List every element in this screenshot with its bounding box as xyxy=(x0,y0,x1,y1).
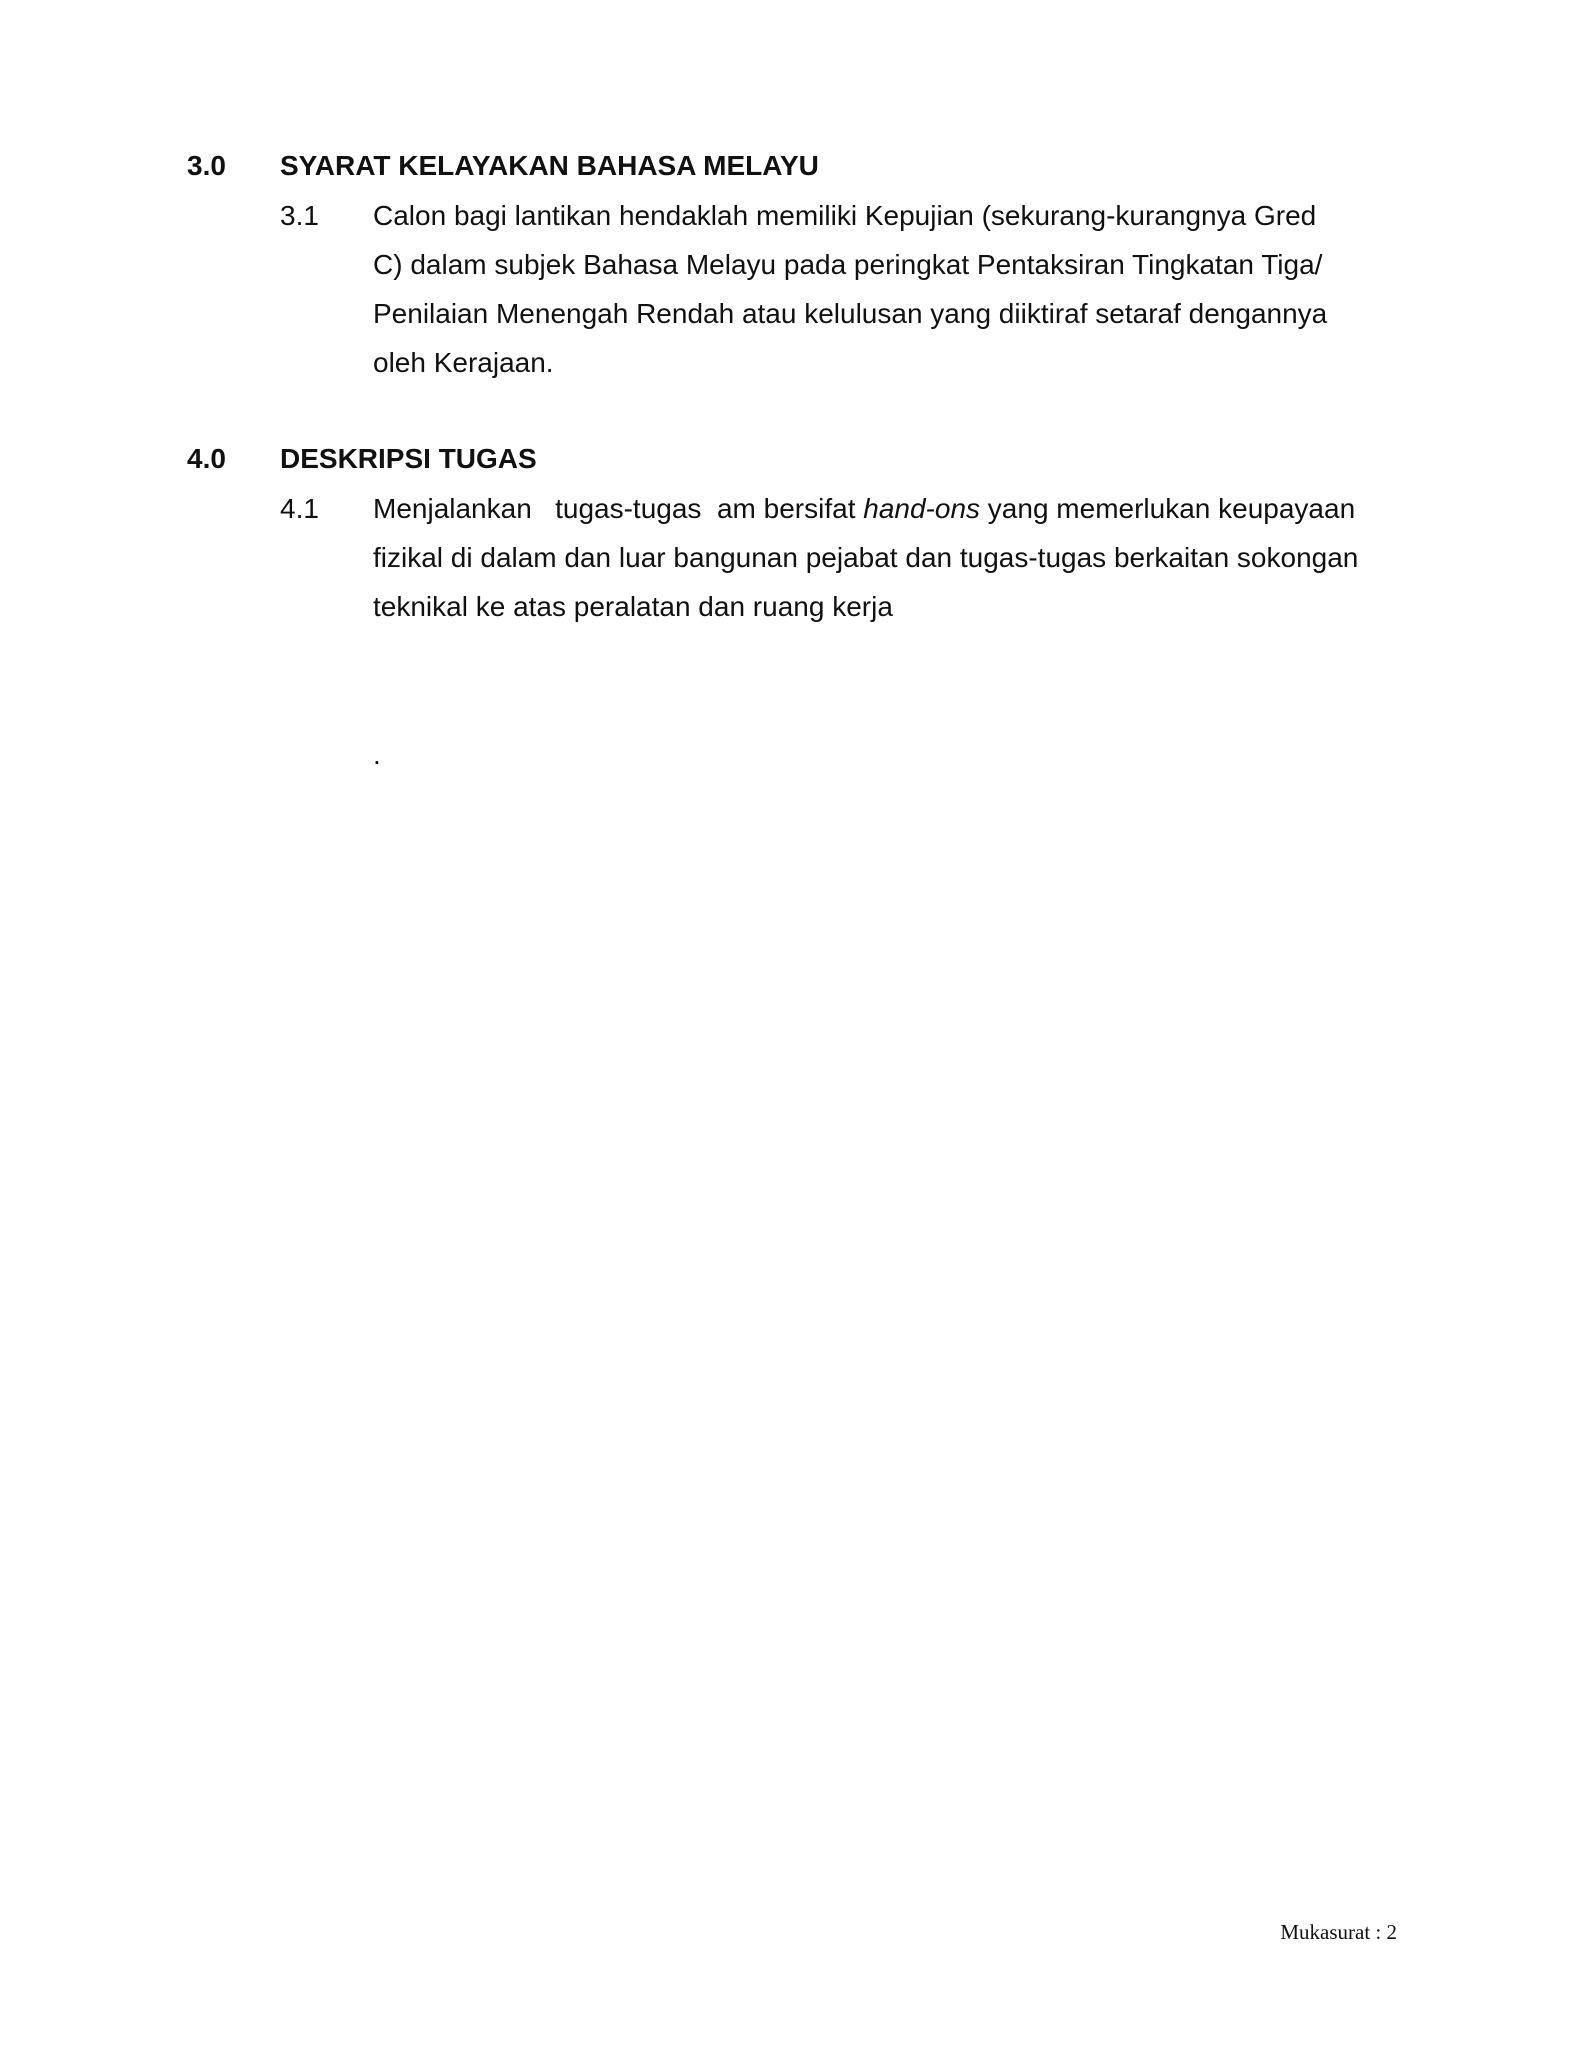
item-text-line: Calon bagi lantikan hendaklah memiliki Kepujian (sekurang-kurangnya Gred xyxy=(373,200,1317,231)
item-text-fragment: yang memerlukan keupayaan xyxy=(980,493,1356,524)
item-text-line: teknikal ke atas peralatan dan ruang kerja xyxy=(373,591,893,622)
item-number: 3.1 xyxy=(280,200,319,231)
item-text-fragment: Menjalankan tugas-tugas am bersifat xyxy=(373,493,864,524)
item-number: 4.1 xyxy=(280,493,319,524)
section-heading-4 xyxy=(0,442,1583,476)
section-number: 3.0 xyxy=(187,150,226,181)
item-text-line xyxy=(373,492,1355,526)
section-number: 4.0 xyxy=(187,443,226,474)
italic-term: hand-ons xyxy=(863,493,981,524)
section-heading-3 xyxy=(0,149,1583,183)
section-title: SYARAT KELAYAKAN BAHASA MELAYU xyxy=(280,150,819,181)
page-number-footer: Mukasurat : 2 xyxy=(1280,1920,1397,1944)
stray-period: . xyxy=(373,739,381,770)
item-text-line: oleh Kerajaan. xyxy=(373,347,554,378)
item-text-line: C) dalam subjek Bahasa Melayu pada peringkat Pentaksiran Tingkatan Tiga/ xyxy=(373,249,1323,280)
section-title: DESKRIPSI TUGAS xyxy=(280,443,537,474)
item-text-line: fizikal di dalam dan luar bangunan pejabat dan tugas-tugas berkaitan sokongan xyxy=(373,542,1359,573)
item-text-line: Penilaian Menengah Rendah atau kelulusan yang diiktiraf setaraf dengannya xyxy=(373,298,1328,329)
